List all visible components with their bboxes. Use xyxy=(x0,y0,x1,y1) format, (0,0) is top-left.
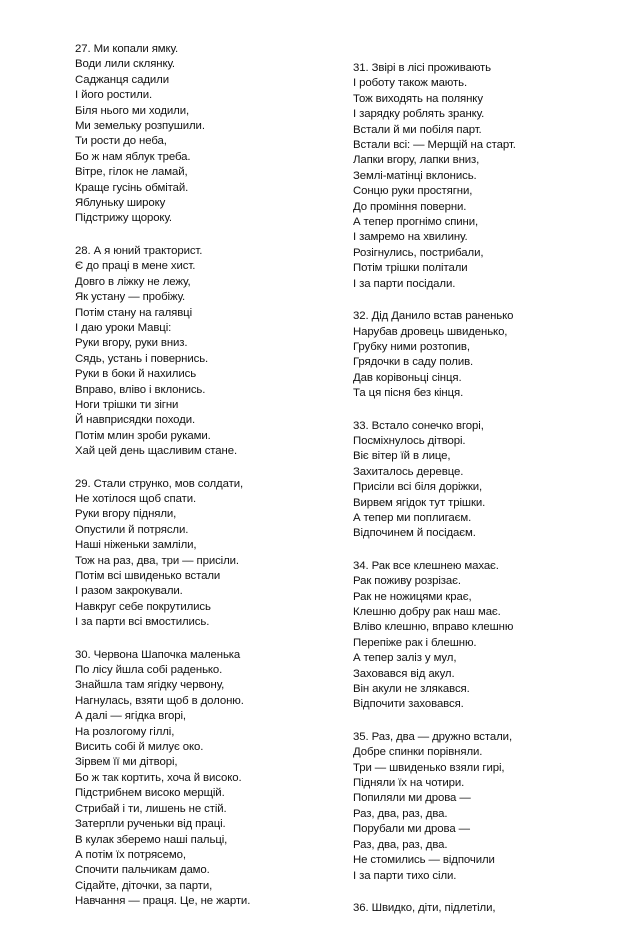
poem-line: Не хотілося щоб спати. xyxy=(75,492,197,505)
poem-line: Хай цей день щасливим стане. xyxy=(75,445,238,458)
poem-line: Стрибай і ти, лишень не стій. xyxy=(75,802,227,815)
poem-stanza xyxy=(75,42,330,227)
poem-line: До проміння поверни. xyxy=(353,200,467,213)
poem-line: Руки вгору, руки вниз. xyxy=(75,337,188,350)
poem-line: Підняли їх на чотири. xyxy=(353,777,465,790)
poem-line: Підстрибнем високо мерщій. xyxy=(75,787,225,800)
poem-line: Ноги трішки ти зігни xyxy=(75,398,179,411)
poem-line: І замремо на хвилину. xyxy=(353,231,468,244)
poem-line: Вітре, гілок не ламай, xyxy=(75,166,188,179)
poem-line: Навчання — праця. Це, не жарти. xyxy=(75,895,251,908)
poem-line: Відпочинем й посідаєм. xyxy=(353,527,476,540)
poem-line: Сідайте, діточки, за парти, xyxy=(75,879,213,892)
poem-line: І за парти тихо сіли. xyxy=(353,869,457,882)
poem-line: Клешню добру рак наш має. xyxy=(353,606,501,618)
left-column xyxy=(75,42,330,927)
poem-line: Раз, два, раз, два. xyxy=(353,807,448,820)
poem-line: Знайшла там ягідку червону, xyxy=(75,679,225,692)
poem-line: Потім трішки політали xyxy=(353,262,468,275)
poem-line: Він акули не злякався. xyxy=(353,683,470,696)
poem-line: Руки вгору підняли, xyxy=(75,508,177,521)
poem-line: Заховався від акул. xyxy=(353,667,455,680)
poem-line: По лісу йшла собі раденько. xyxy=(75,664,223,677)
right-column xyxy=(353,61,618,933)
poem-line: Бо ж так кортить, хоча й високо. xyxy=(75,771,242,784)
poem-line: На розлогому гіллі, xyxy=(75,725,175,738)
stanza-heading-line: 33. Встало сонечко вгорі, xyxy=(353,419,484,432)
poem-line: Присіли всі біля доріжки, xyxy=(353,481,483,494)
poem-line: Посміхнулось дітворі. xyxy=(353,434,466,447)
poem-line: Встали всі: — Мерщій на старт. xyxy=(353,139,516,152)
poem-line: А далі — ягідка вгорі, xyxy=(75,710,186,723)
poem-line: Саджанця садили xyxy=(75,73,169,86)
poem-line: Дав корівоньці сінця. xyxy=(353,371,462,384)
poem-line: Попиляли ми дрова — xyxy=(353,792,471,805)
poem-line: Сонцю руки простягни, xyxy=(353,185,473,198)
poem-line: Нагнулась, взяти щоб в долоню. xyxy=(75,694,244,707)
poem-line: Перепіже рак і блешню. xyxy=(353,636,477,649)
poem-stanza xyxy=(353,559,618,713)
poem-line: І за парти посідали. xyxy=(353,277,456,290)
stanza-heading-line: 34. Рак все клешнею махає. xyxy=(353,559,499,572)
poem-stanza xyxy=(353,419,618,542)
poem-line: Руки в боки й нахились xyxy=(75,368,197,381)
poem-line: І даю уроки Мавці: xyxy=(75,321,172,334)
poem-line: Порубали ми дрова — xyxy=(353,823,470,836)
poem-line: І за парти всі вмостились. xyxy=(75,616,210,629)
poem-line: Раз, два, раз, два. xyxy=(353,838,448,851)
poem-line: Навкруг себе покрутились xyxy=(75,600,211,613)
stanza-heading-line: 27. Ми копали ямку. xyxy=(75,43,179,55)
poem-line: Рак не ножицями крає, xyxy=(353,590,472,603)
poem-line: Захиталось деревце. xyxy=(353,465,464,478)
poem-line: Вправо, вліво і вклонись. xyxy=(75,383,206,396)
poem-stanza xyxy=(353,730,618,884)
poem-line: Наші ніженьки замліли, xyxy=(75,539,197,552)
poem-stanza xyxy=(75,244,330,460)
poem-line: Біля нього ми ходили, xyxy=(75,104,190,117)
poem-line: Є до праці в мене хист. xyxy=(75,260,196,273)
poem-stanza xyxy=(353,61,618,292)
poem-line: А потім їх потрясемо, xyxy=(75,848,186,861)
stanza-heading-line: 35. Раз, два — дружно встали, xyxy=(353,730,513,743)
poem-line: Довго в ліжку не лежу, xyxy=(75,275,191,288)
poem-line: Потім всі швиденько встали xyxy=(75,570,221,582)
stanza-heading-line: 32. Дід Данило встав раненько xyxy=(353,310,514,323)
poem-line: Опустили й потрясли. xyxy=(75,523,189,536)
poem-line: Підстрижу щороку. xyxy=(75,212,172,225)
poem-line: Зірвем її ми дітворі, xyxy=(75,756,178,769)
stanza-heading-line: 28. А я юний тракторист. xyxy=(75,244,203,257)
poem-line: Вирвем ягідок тут трішки. xyxy=(353,496,486,509)
poem-line: І роботу також мають. xyxy=(353,77,468,90)
poem-line: Добре спинки порівняли. xyxy=(353,746,483,759)
poem-line: Потім стану на галявці xyxy=(75,306,193,319)
poem-line: В кулак зберемо наші пальці, xyxy=(75,833,228,846)
poem-line: Рак поживу розрізає. xyxy=(353,575,461,588)
poem-line: Вліво клешню, вправо клешню xyxy=(353,621,514,634)
poem-line: Тож виходять на полянку xyxy=(353,92,483,105)
poem-line: Води лили склянку. xyxy=(75,58,175,71)
poem-line: Віє вітер їй в лице, xyxy=(353,450,451,463)
poem-line: Й навприсядки походи. xyxy=(75,414,196,427)
poem-line: Як устану — пробіжу. xyxy=(75,291,186,304)
poem-line: І його ростили. xyxy=(75,89,153,102)
poem-line: Спочити пальчикам дамо. xyxy=(75,864,210,877)
stanza-heading-line: 30. Червона Шапочка маленька xyxy=(75,648,241,661)
poem-line: Краще гусінь обмітай. xyxy=(75,181,189,194)
poem-line: І разом закрокували. xyxy=(75,585,183,598)
poem-line: Лапки вгору, лапки вниз, xyxy=(353,154,480,167)
poem-line: І зарядку роблять зранку. xyxy=(353,108,485,121)
poem-line: А тепер ми поплигаєм. xyxy=(353,511,472,524)
poem-line: Бо ж нам яблук треба. xyxy=(75,150,191,163)
poem-line: Не стомились — відпочили xyxy=(353,854,495,867)
poem-stanza xyxy=(75,648,330,910)
poem-line: Ми земельку розпушили. xyxy=(75,120,205,133)
poem-line: Нарубав дровець швиденько, xyxy=(353,325,508,338)
poem-line: Землі-матінці вклонись. xyxy=(353,169,477,182)
stanza-heading-line: 31. Звірі в лісі проживають xyxy=(353,62,491,74)
poem-line: Ти рости до неба, xyxy=(75,135,167,148)
poem-stanza xyxy=(353,901,618,916)
poem-line: Яблуньку широку xyxy=(75,197,166,210)
poem-line: Грядочки в саду полив. xyxy=(353,356,474,369)
poem-line: Розігнулись, пострибали, xyxy=(353,246,484,259)
poem-line: Встали й ми побіля парт. xyxy=(353,123,482,136)
poem-line: Відпочити заховався. xyxy=(353,698,464,711)
poem-stanza xyxy=(75,477,330,631)
poem-line: А тепер заліз у мул, xyxy=(353,652,457,665)
poem-stanza xyxy=(353,309,618,401)
poem-line: Та ця пісня без кінця. xyxy=(353,387,464,400)
poem-line: Три — швиденько взяли гирі, xyxy=(353,761,505,774)
poem-line: Затерпли рученьки від праці. xyxy=(75,818,226,831)
stanza-heading-line: 36. Швидко, діти, підлетіли, xyxy=(353,901,496,914)
poem-line: Тож на раз, два, три — присіли. xyxy=(75,554,239,567)
poem-line: Висить собі й милує око. xyxy=(75,741,204,754)
poem-line: Сядь, устань і повернись. xyxy=(75,352,209,365)
stanza-heading-line: 29. Стали струнко, мов солдати, xyxy=(75,477,244,490)
poem-line: Грубку ними розтопив, xyxy=(353,340,470,353)
poem-line: Потім млин зроби руками. xyxy=(75,429,211,442)
poem-line: А тепер прогнімо спини, xyxy=(353,216,479,229)
